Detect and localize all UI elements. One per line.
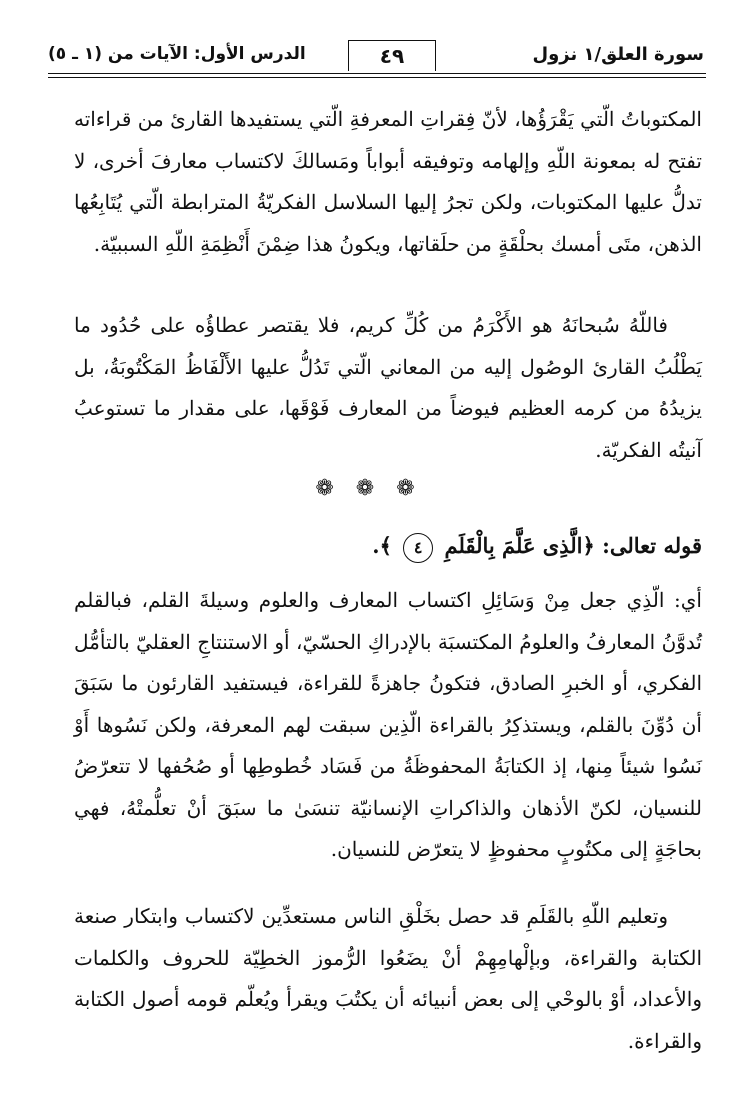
page-number: ٤٩ <box>348 40 436 71</box>
paragraph-text: المكتوباتُ الّتي يَقْرَؤُها، لأنّ فِقراتِ المعرفةِ الّتي يستفيدها القارئ من قراءاته تفتح له بمعونة اللّهِ وإلهامه وتوفيقه أبواباً ومَسالكَ لاكتساب معارفَ أخرى، لا تدلُّ عليها المكتوبات، ولكن تجرُ إليها السلاسل الفكريّةُ المترابطة الّتي يُتَابِعُها الذهن، متَى أمسك بحلْقَةٍ من حلَقاتها، ويكونُ هذا ضِمْنَ أَنْظِمَةِ اللّهِ السببيّة. <box>74 107 702 256</box>
paragraph-2 <box>74 305 702 471</box>
verse-close: ﴾. <box>372 533 392 558</box>
paragraph-text: فاللّهُ سُبحانَهُ هو الأَكْرَمُ من كُلِّ كريم، فلا يقتصر عطاؤُه على حُدُود ما يَطْلُبُ القارئ الوصُول إليه من المعاني الّتي تَدُلُّ عليها الأَلْفَاظُ المَكْتُوبَةُ، بل يزيدُهُ من كرمه العظيم فيوضاً من المعارف فَوْقَها، على مقدار ما تستوعبُ آنيتُه الفكريّة. <box>74 313 702 462</box>
verse-text: ﴿الَّذِى عَلَّمَ بِالْقَلَمِ <box>444 533 595 558</box>
section-ornament: ❁❁❁ <box>315 476 437 501</box>
paragraph-4 <box>74 896 702 1062</box>
verse-line <box>74 525 702 567</box>
running-header <box>48 38 706 78</box>
header-rule <box>48 73 706 74</box>
paragraph-3 <box>74 580 702 871</box>
verse-intro: قوله تعالى: <box>602 533 702 558</box>
header-rule-thin <box>48 77 706 78</box>
paragraph-1 <box>74 99 702 265</box>
surah-title: سورة العلق/١ نزول <box>532 44 704 65</box>
paragraph-text: أي: الّذِي جعل مِنْ وَسَائِلِ اكتساب المعارف والعلوم وسيلةَ القلم، فبالقلم تُدوَّنُ المعارفُ والعلومُ المكتسبَة بالإدراكِ الحسّيّ، أو الاستنتاجِ العقليّ بالتأمُّل الفكري، أو الخبرِ الصادق، فتكونُ جاهزةً للقراءة، فيستفيد القارئون ما سَبَقَ أن دُوِّنَ بالقلم، ويستذكِرُ بالقراءة الّذِين سبقت لهم المعرفة، ولكن نَسُوها أَوْ نَسُوا شيئاً مِنها، إذ الكتابَةُ المحفوظَةُ من فَسَاد خُطوطِها أو صُحُفها لا تتعرّضُ للنسيان، لكنّ الأذهان والذاكراتِ الإنسانيّة تنسَىٰ ما سبَقَ أنْ تعلُّمتْهُ، فهي بحاجَةٍ إلى مكتُوبٍ محفوظٍ لا يتعرّض للنسيان. <box>74 588 702 861</box>
lesson-title: الدرس الأول: الآيات من (١ ـ ٥) <box>48 44 306 64</box>
paragraph-text: وتعليم اللّهِ بالقَلَمِ قد حصل بخَلْقِ الناس مستعدِّين لاكتساب وابتكار صنعة الكتابة والقراءة، وبإلْهامِهِمْ أنْ يضَعُوا الرُّموز الخطِيّة للحروف والكلمات والأعداد، أوْ بالوحْي إلى بعض أنبيائه أن يكتُبَ ويقرأ ويُعلّم قومه أصول الكتابة والقراءة. <box>74 904 702 1053</box>
ayah-number-badge: ٤ <box>403 533 433 563</box>
